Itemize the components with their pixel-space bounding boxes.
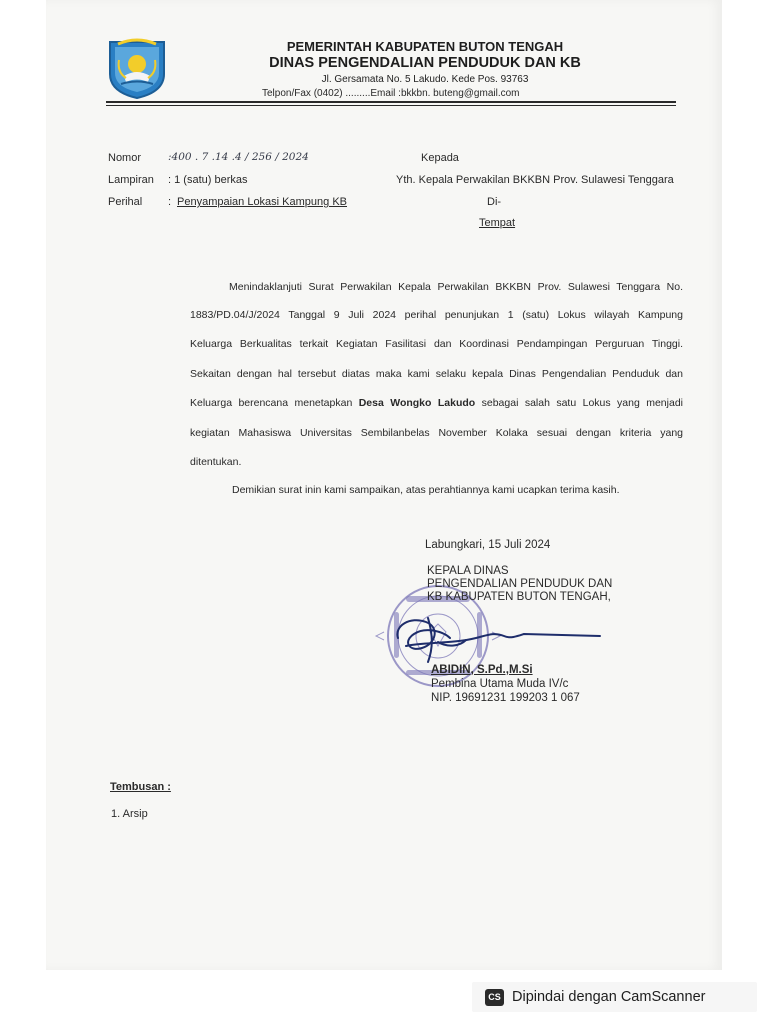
perihal-colon: : [168, 196, 172, 208]
recipient-tempat: Tempat [479, 217, 516, 229]
lampiran-label: Lampiran [108, 174, 154, 186]
body-location-name: Desa Wongko Lakudo [358, 397, 476, 409]
letterhead-rule-thin [106, 105, 676, 106]
handwritten-signature [392, 612, 606, 666]
letterhead-agency: DINAS PENGENDALIAN PENDUDUK DAN KB [269, 55, 581, 71]
camscanner-label: Dipindai dengan CamScanner [512, 989, 706, 1005]
regency-emblem-icon [104, 34, 170, 100]
recipient-di: Di- [487, 196, 502, 208]
body-p1-line1: Menindaklanjuti Surat Perwakilan Kepala Perwakilan BKKBN Prov. Sulawesi Tenggara No. [229, 281, 683, 293]
signature-name: ABIDIN, S.Pd.,M.Si [431, 664, 533, 676]
perihal-value: Penyampaian Lokasi Kampung KB [177, 196, 347, 208]
recipient-kepada: Kepada [421, 152, 459, 164]
lampiran-value: : 1 (satu) berkas [168, 174, 248, 186]
body-p2-line4: ditentukan. [190, 456, 242, 468]
letterhead-government: PEMERINTAH KABUPATEN BUTON TENGAH [286, 39, 564, 54]
body-p1-line3: Keluarga Berkualitas terkait Kegiatan Fasilitasi dan Koordinasi Pendampingan Perguruan Tinggi. [190, 338, 683, 350]
body-p2-line3: kegiatan Mahasiswa Universitas Sembilanbelas November Kolaka sesuai dengan kriteria yang [190, 427, 683, 439]
recipient-yth: Yth. Kepala Perwakilan BKKBN Prov. Sulawesi Tenggara [396, 174, 674, 186]
signature-rank: Pembina Utama Muda IV/c [431, 678, 569, 690]
nomor-label: Nomor [108, 152, 142, 164]
signature-title-line2: PENGENDALIAN PENDUDUK DAN [427, 578, 613, 590]
body-p2-line1: Sekaitan dengan hal tersebut diatas maka kami selaku kepala Dinas Pengendalian Penduduk dan [190, 368, 683, 380]
letterhead-rule [106, 101, 676, 103]
signature-title-line3: KB KABUPATEN BUTON TENGAH, [427, 591, 611, 603]
signature-place-date: Labungkari, 15 Juli 2024 [425, 539, 551, 551]
body-p1-line2: 1883/PD.04/J/2024 Tanggal 9 Juli 2024 perihal penunjukan 1 (satu) Lokus wilayah Kampung [190, 309, 683, 321]
body-closing: Demikian surat inin kami sampaikan, atas perahtiannya kami ucapkan terima kasih. [232, 484, 620, 496]
tembusan-heading: Tembusan : [110, 781, 171, 793]
body-p2-line2-start: Keluarga berencana menetapkan [190, 397, 359, 409]
tembusan-item-1: 1. Arsip [111, 808, 148, 820]
body-p2-line2 [190, 397, 683, 410]
letterhead-contact: Telpon/Fax (0402) .........Email :bkkbn. buteng@gmail.com [262, 88, 520, 99]
perihal-label: Perihal [108, 196, 143, 208]
body-p2-line2-end: sebagai salah satu Lokus yang menjadi [475, 397, 683, 409]
camscanner-logo-icon: CS [485, 989, 504, 1006]
signature-title-line1: KEPALA DINAS [427, 565, 509, 577]
camscanner-badge [472, 982, 757, 1012]
nomor-value: :400 . 7 .14 .4 / 256 / 2024 [168, 151, 309, 163]
letterhead-address: Jl. Gersamata No. 5 Lakudo. Kede Pos. 93763 [321, 74, 529, 85]
signature-nip: NIP. 19691231 199203 1 067 [431, 692, 580, 704]
